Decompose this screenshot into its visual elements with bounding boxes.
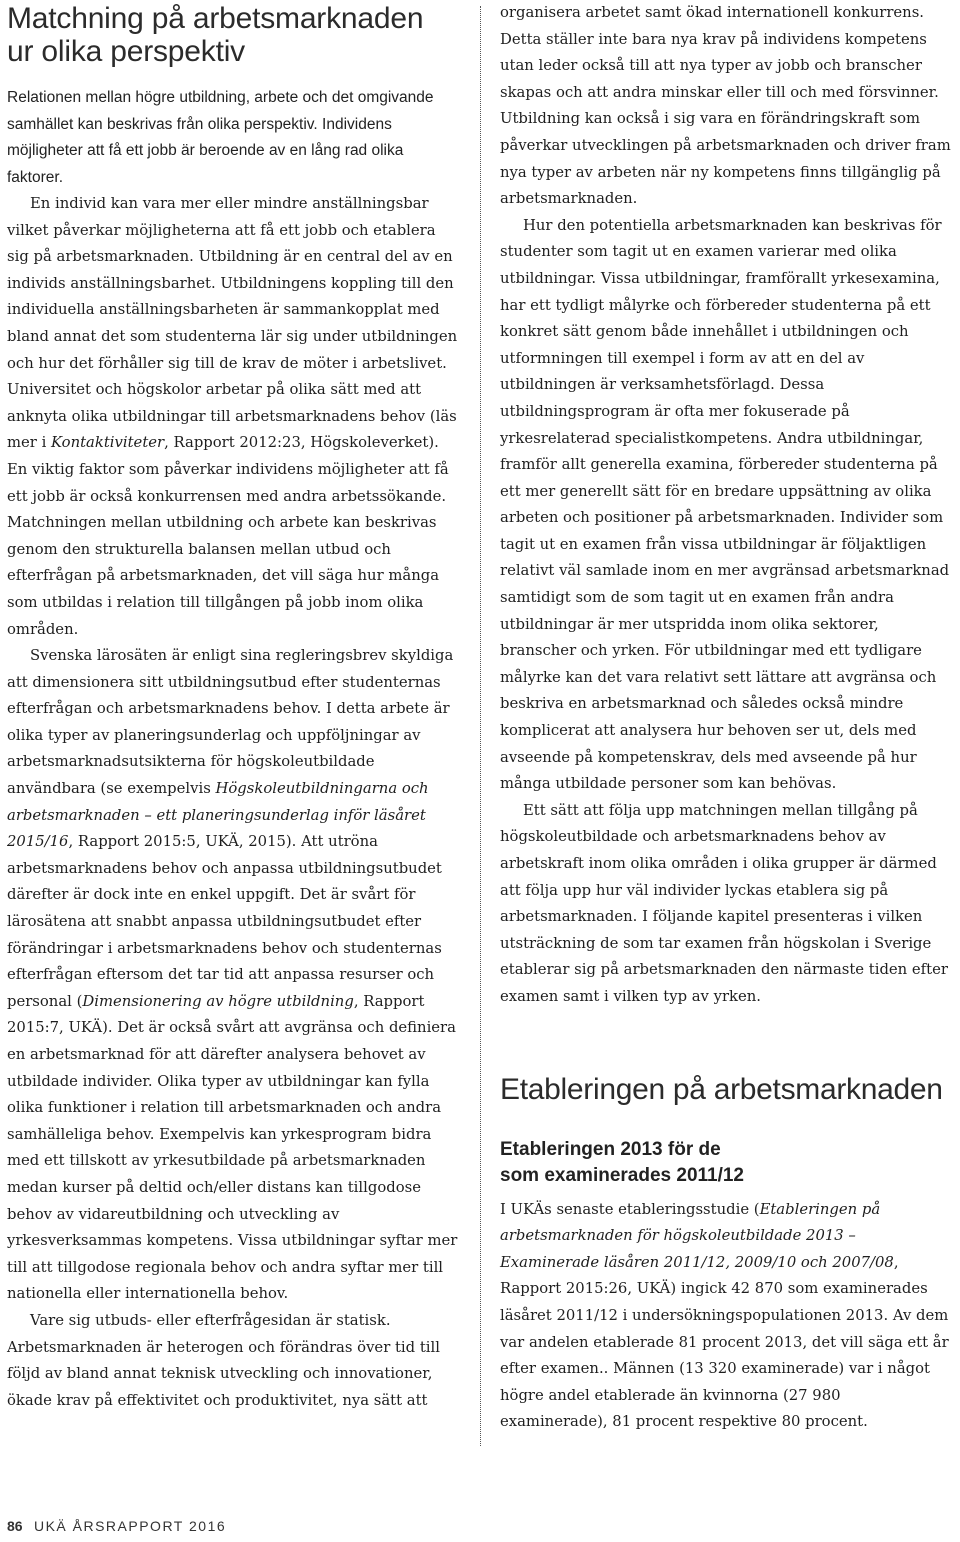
left-column — [7, 0, 459, 1414]
subsection-title-line1: Etableringen 2013 för de — [500, 1138, 721, 1160]
italic-reference: Dimensionering av högre utbildning — [82, 992, 354, 1010]
italic-reference: Kontaktiviteter — [51, 434, 165, 452]
text-run: , Rapport 2015:26, UKÄ) ingick 42 870 som examinerades läsåret 2011/12 i undersökningspopulationen 2013. Av dem var andelen etablerade 81 procent 2013, det vill säga ett år efter examen.. Männen (13 320 examinerade) var i något högre andel etablerade än kvinnorna (27 980 examinerade), 81 procent respektive 80 procent. — [500, 1253, 949, 1431]
paragraph: Vare sig utbuds- eller efterfrågesidan är statisk. Arbetsmarknaden är heterogen och förändras över tid till följd av bland annat teknisk utveckling och innovationer, ökade krav på effektivitet och produktivitet, nya sätt att — [7, 1311, 440, 1409]
italic-reference: Etableringen på arbetsmarknaden för högskoleutbildade 2013 – Examinerade läsåren 2011/12, 2009/10 och 2007/08 — [500, 1200, 894, 1271]
text-run: , Rapport 2012:23, Högskoleverket). En viktig faktor som påverkar individens möjligheter att få ett jobb är också konkurrensen med andra arbetssökande. Matchningen mellan utbildning och arbete kan beskrivas genom den strukturella balansen mellan utbud och efterfrågan på arbetsmarknaden, det vill säga hur många som utbildas i relation till tillgången på jobb inom olika områden. — [7, 434, 449, 638]
page-number: 86 — [7, 1518, 23, 1534]
italic-reference: Högskoleutbildningarna och arbetsmarknaden – ett planeringsunderlag inför läsåret 2015/16 — [7, 780, 429, 851]
text-run: I UKÄs senaste etableringsstudie ( — [500, 1200, 760, 1218]
chapter-title-line2: ur olika perspektiv — [7, 35, 245, 68]
text-run: , Rapport 2015:7, UKÄ). Det är också svårt att avgränsa och definiera en arbetsmarknad för att därefter analysera behovet av utbildade individer. Olika typer av utbildningar kan fylla olika funktioner i relation till arbetsmarknaden och andra samhälleliga behov. Exempelvis kan yrkesprogram bidra med ett tillskott av yrkesutbildade på arbetsmarknaden medan kurser på deltid och/eller distans kan tillgodose behov av vidareutbildning och utveckling av yrkesverksammas kompetens. Vissa utbildningar syftar mer till att tillgodose regionala behov och andra syftar mer till nationella eller internationella behov. — [7, 992, 458, 1303]
chapter-title — [7, 0, 459, 68]
paragraph — [500, 1197, 952, 1436]
page-footer — [7, 1518, 226, 1534]
text-run: Svenska lärosäten är enligt sina regleringsbrev skyldiga att dimensionera sitt utbildningsutbud efter studenternas efterfrågan och arbetsmarknadens behov. I detta arbete är olika typer av planeringsunderlag och uppföljningar av arbetsmarknadsutsikterna för högskoleutbildade användbara (se exempelvis — [7, 647, 454, 798]
text-run: En individ kan vara mer eller mindre anställningsbar vilket påverkar möjligheterna att få ett jobb och etablera sig på arbetsmarknaden. Utbildning är en central del av en individs anställningsbarhet. Utbildningens koppling till den individuella anställningsbarheten är sammankopplat med bland annat det som studenterna lär sig under utbildningen och hur det förhåller sig till de krav de möter i arbetslivet. Universitet och högskolor arbetar på olika sätt med att anknyta olika utbildningar till arbetsmarknadens behov (läs mer i — [7, 195, 458, 452]
paragraph: organisera arbetet samt ökad internationell konkurrens. Detta ställer inte bara nya krav på individens kompetens utan leder också till att nya typer av jobb och branscher skapas och att andra minskar eller till och med försvinner. Utbildning kan också i sig vara en förändringskraft som påverkar utvecklingen på arbetsmarknaden och driver fram nya typer av arbeten när ny kompetens finns tillgänglig på arbetsmarknaden. — [500, 4, 951, 208]
publication-name: UKÄ ÅRSRAPPORT 2016 — [33, 1518, 227, 1534]
lead-paragraph: Relationen mellan högre utbildning, arbete och det omgivande samhället kan beskrivas från olika perspektiv. Individens möjligheter att få ett jobb är beroende av en lång rad olika faktorer. — [7, 89, 434, 186]
right-column — [500, 0, 952, 1436]
column-divider — [480, 6, 481, 1446]
subsection-title — [500, 1137, 952, 1189]
text-run: , Rapport 2015:5, UKÄ, 2015). Att utröna arbetsmarknadens behov och anpassa utbildningsutbudet därefter är dock inte en enkel uppgift. Det är svårt för lärosätena att snabbt anpassa utbildningsutbudet efter förändringar i arbetsmarknadens behov och studenternas efterfrågan eftersom det tar tid att anpassa resurser och personal ( — [7, 833, 442, 1010]
paragraph — [7, 191, 459, 643]
subsection-title-line2: som examinerades 2011/12 — [500, 1164, 745, 1186]
paragraph — [7, 643, 459, 1308]
chapter-title-line1: Matchning på arbetsmarknaden — [7, 2, 424, 35]
paragraph: Hur den potentiella arbetsmarknaden kan beskrivas för studenter som tagit ut en examen varierar med olika utbildningar. Vissa utbildningar, framförallt yrkesexamina, har ett tydligt målyrke och förbereder studenterna på ett konkret sätt genom både innehållet i utbildningen och utformningen till exempel i form av att en del av utbildningen är verksamhetsförlagd. Dessa utbildningsprogram är ofta mer fokuserade på yrkesrelaterad specialistkompetens. Andra utbildningar, framför allt generella examina, förbereder studenterna på ett mer generellt sätt för en bredare uppsättning av olika arbeten och positioner på arbetsmarknaden. Individer som tagit ut en examen från vissa utbildningar är följaktligen relativt väl samlade inom en mer avgränsad arbetsmarknad samtidigt som de som tagit ut en examen från andra utbildningar är mer utspridda inom olika sektorer, branscher och yrken. För utbildningar med ett tydligare målyrke kan det vara relativt sett lättare att avgränsa och beskriva en arbetsmarknad och således också mindre komplicerat att analysera hur behoven ser ut, dels med avseende på kompetenskrav, dels med avseende på hur många utbildade personer som kan behövas. — [500, 216, 950, 793]
paragraph: Ett sätt att följa upp matchningen mellan tillgång på högskoleutbildade och arbetsmarknadens behov av arbetskraft inom olika områden i olika grupper är därmed att följa upp hur väl individer lyckas etablera sig på arbetsmarknaden. I följande kapitel presenteras i vilken utsträckning de som tar examen från högskolan i Sverige etablerar sig på arbetsmarknaden den närmaste tiden efter examen samt i vilken typ av yrken. — [500, 801, 948, 1005]
section-title: Etableringen på arbetsmarknaden — [500, 1072, 943, 1106]
